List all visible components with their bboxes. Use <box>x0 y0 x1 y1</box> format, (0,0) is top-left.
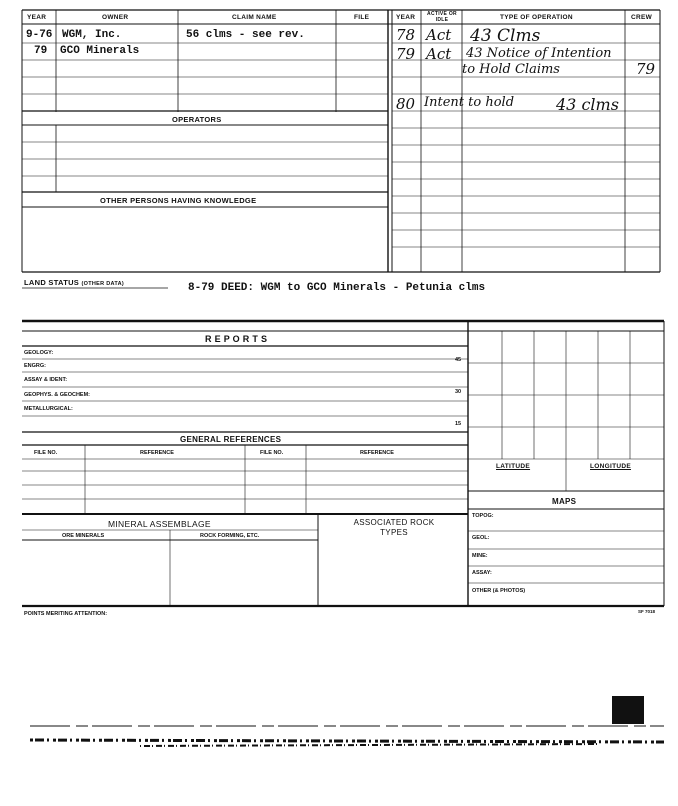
operation-row-3-type: to Hold Claims <box>462 62 560 77</box>
report-engrg-label: ENGRG: <box>24 363 46 369</box>
report-geology-label: GEOLOGY: <box>24 350 54 356</box>
maps-topog-label: TOPOG: <box>472 513 494 519</box>
land-status-label: LAND STATUS (OTHER DATA) <box>24 278 124 287</box>
longitude-label: LONGITUDE <box>590 463 631 470</box>
operation-row-4-status: Intent to hold <box>424 95 515 110</box>
owner-row-1-year: 9-76 <box>26 29 53 41</box>
scale-label-30: 30 <box>455 389 462 395</box>
points-meriting-attention-label: POINTS MERITING ATTENTION: <box>24 611 108 617</box>
owner-row-1-owner: WGM, Inc. <box>62 29 122 41</box>
ore-minerals-label: ORE MINERALS <box>62 533 105 539</box>
operation-row-2-type: 43 Notice of Intention <box>466 46 612 61</box>
operation-row-4-type: 43 clms <box>556 95 619 114</box>
form-number: SF 7018 <box>638 609 656 614</box>
report-assay-label: ASSAY & IDENT: <box>24 377 68 383</box>
header-owner: OWNER <box>102 14 129 21</box>
owner-row-2-owner: GCO Minerals <box>60 45 140 57</box>
operation-row-2-status: Act <box>426 45 452 63</box>
operation-row-4-year: 80 <box>396 95 416 113</box>
header-file: FILE <box>354 14 370 21</box>
other-persons-label: OTHER PERSONS HAVING KNOWLEDGE <box>100 196 257 205</box>
operators-label: OPERATORS <box>172 115 222 124</box>
land-status-value: 8-79 DEED: WGM to GCO Minerals - Petunia clms <box>188 282 486 294</box>
header-year: YEAR <box>27 14 47 21</box>
rock-forming-label: ROCK FORMING, ETC. <box>200 533 260 539</box>
owner-row-1-claim: 56 clms - see rev. <box>186 29 305 41</box>
maps-geol-label: GEOL: <box>472 535 490 541</box>
operation-row-2-year: 79 <box>396 45 416 63</box>
associated-rock-types-label: ASSOCIATED ROCK TYPES <box>353 518 435 537</box>
header-type-of-operation: TYPE OF OPERATION <box>500 14 573 21</box>
maps-other-label: OTHER (& PHOTOS) <box>472 588 526 594</box>
report-metallurgical-label: METALLURGICAL: <box>24 406 73 412</box>
header-claim-name: CLAIM NAME <box>232 14 277 21</box>
maps-assay-label: ASSAY: <box>472 570 492 576</box>
header-year-operation: YEAR <box>396 14 416 21</box>
report-geophys-label: GEOPHYS. & GEOCHEM: <box>24 392 91 398</box>
header-active-or-idle: ACTIVE OR IDLE <box>427 11 457 23</box>
scale-label-15: 15 <box>455 421 462 427</box>
ref-header-file-no-1: FILE NO. <box>34 450 58 456</box>
ref-header-reference-1: REFERENCE <box>140 450 174 456</box>
scale-label-45: 45 <box>455 357 462 363</box>
maps-title: MAPS <box>552 497 577 506</box>
operation-row-1-year: 78 <box>396 26 416 44</box>
ref-header-reference-2: REFERENCE <box>360 450 394 456</box>
header-crew: CREW <box>631 14 653 21</box>
operation-row-3-crew: 79 <box>636 60 656 78</box>
reports-title: R E P O R T S <box>205 334 268 344</box>
owner-row-2-year: 79 <box>34 45 48 57</box>
general-references-title: GENERAL REFERENCES <box>180 435 282 444</box>
maps-mine-label: MINE: <box>472 553 488 559</box>
mineral-assemblage-title: MINERAL ASSEMBLAGE <box>108 519 211 529</box>
operation-row-1-status: Act <box>426 26 452 44</box>
latitude-label: LATITUDE <box>496 463 531 470</box>
operation-row-1-type: 43 Clms <box>470 26 541 46</box>
ref-header-file-no-2: FILE NO. <box>260 450 284 456</box>
